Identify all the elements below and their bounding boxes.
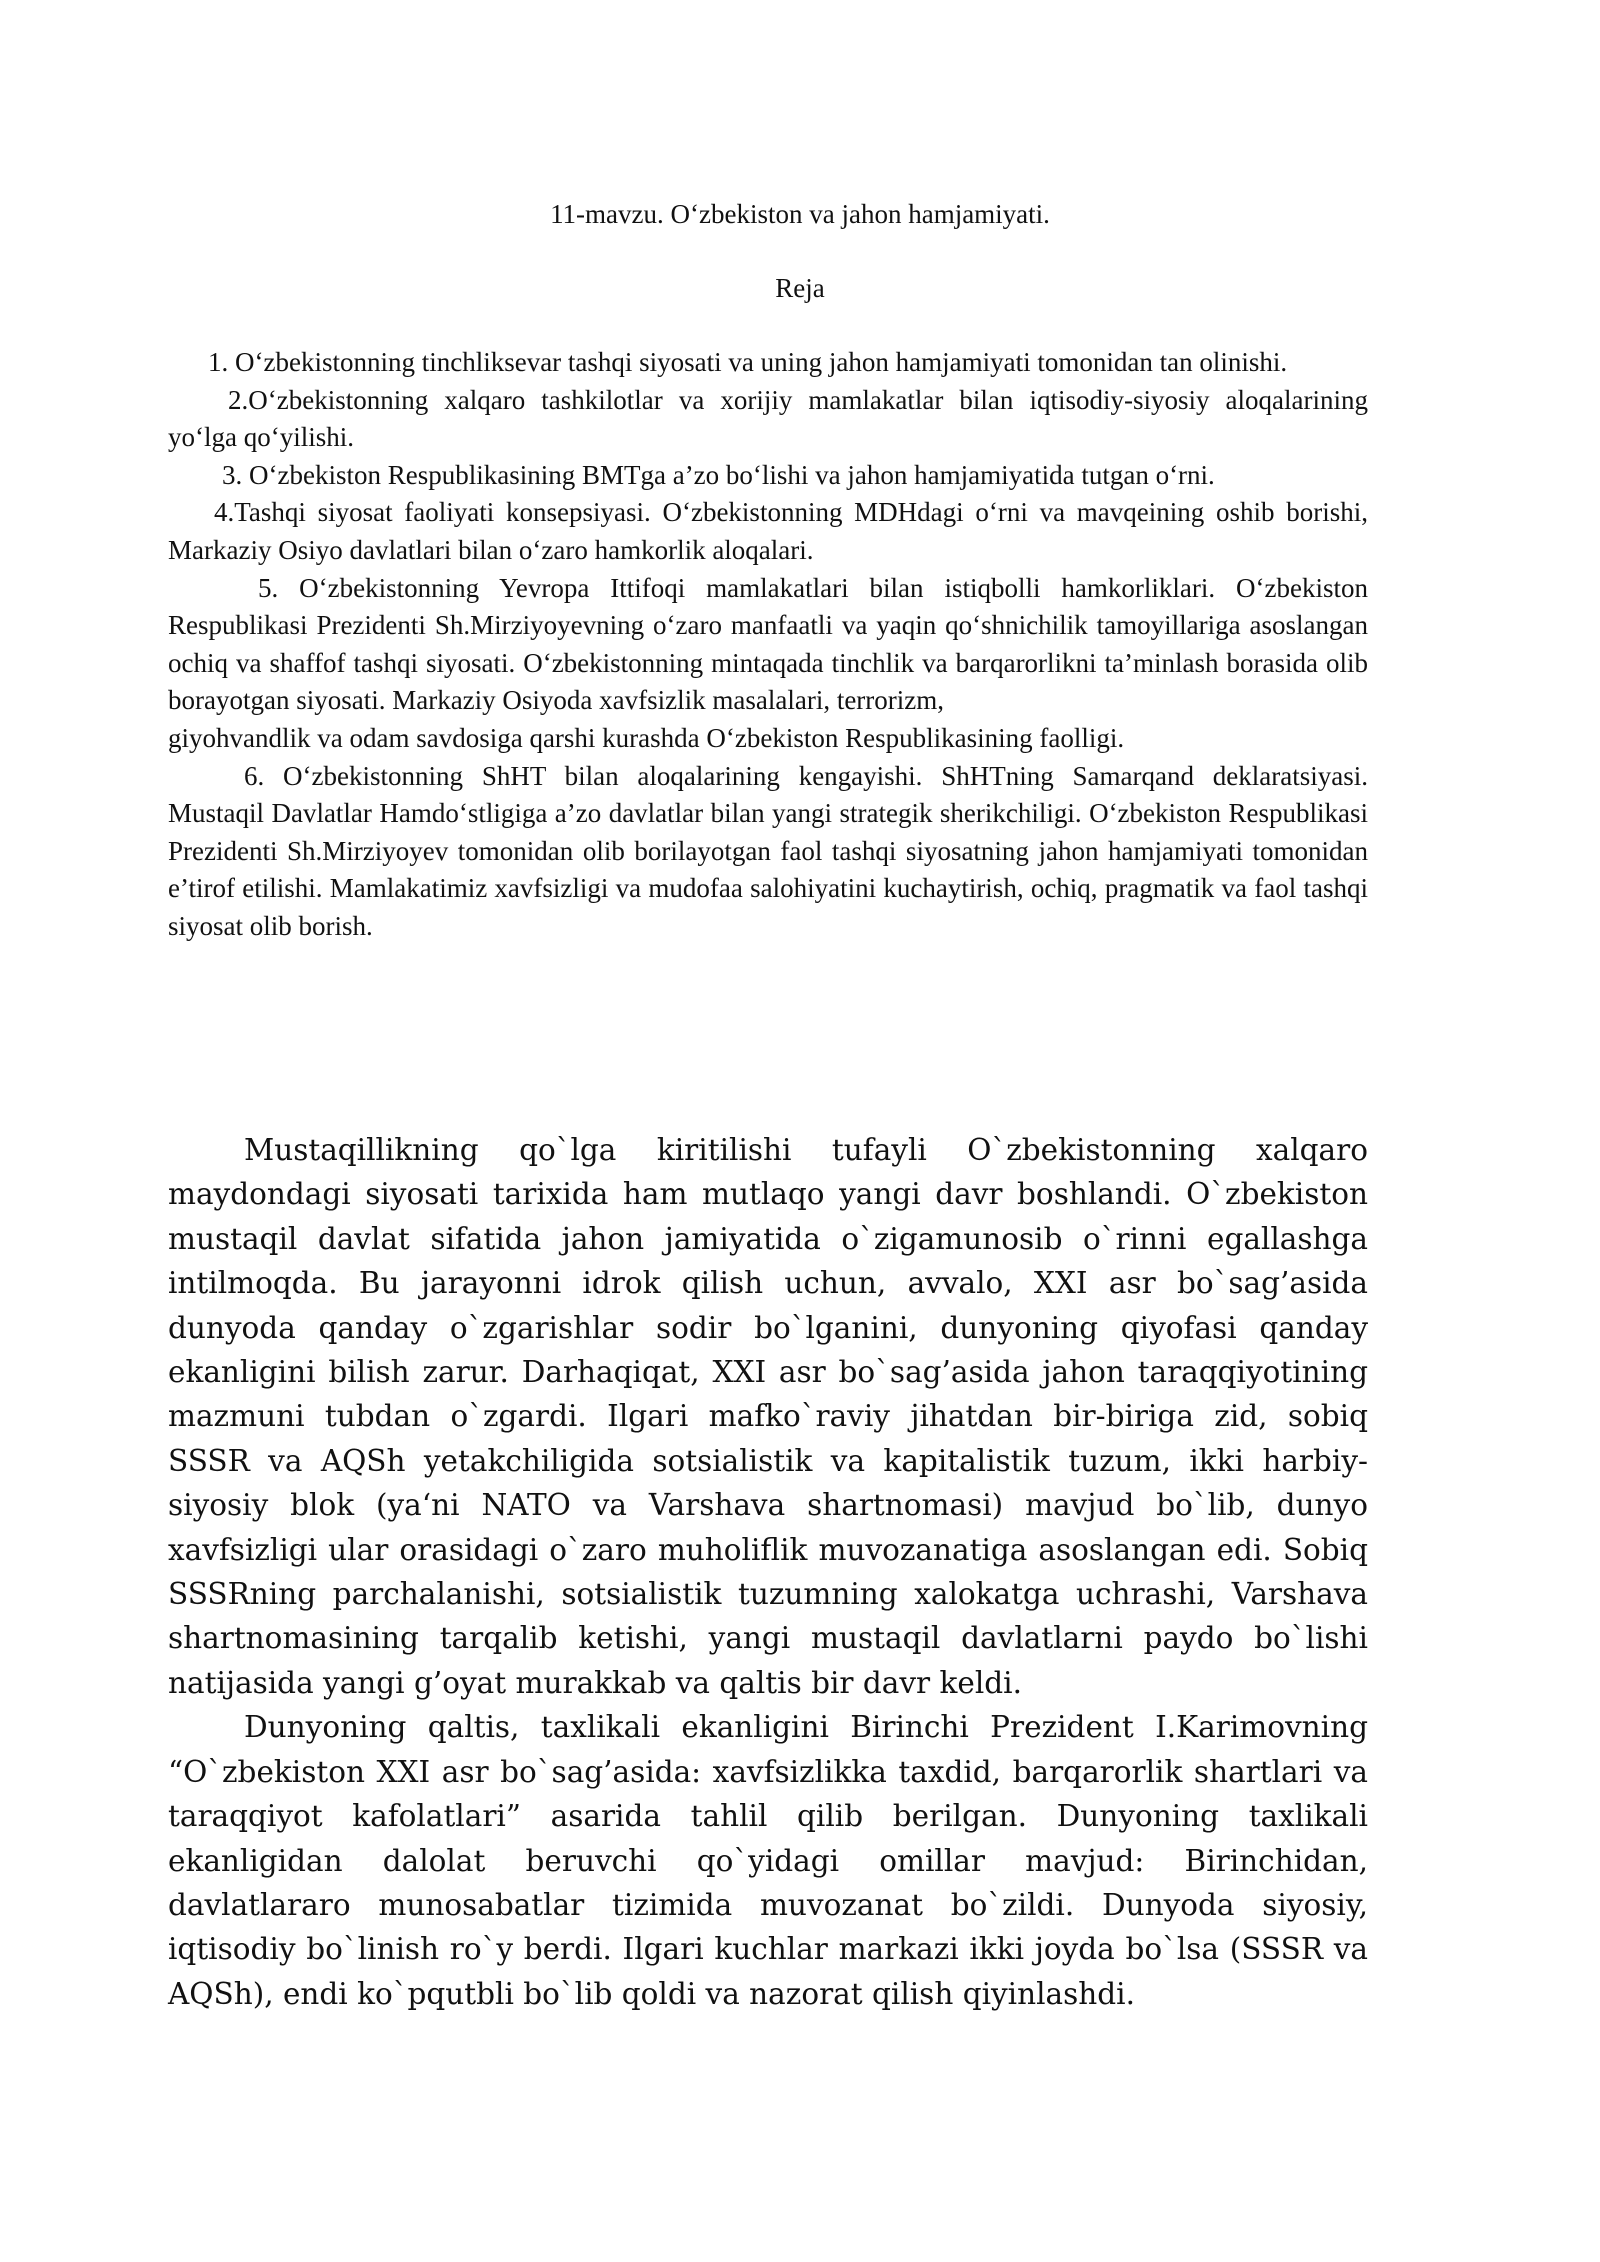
document-title: 11-mavzu. O‘zbekiston va jahon hamjamiyati.: [550, 199, 1050, 229]
body-paragraph-1: Mustaqillikning qo`lga kiritilishi tufayli O`zbekistonning xalqaro maydondagi siyosati tarixida ham mutlaqo yangi davr boshlandi. O`zbekiston mustaqil davlat sifatida jahon jamiyatida o`zigamunosib o`rinni egallashga intilmoqda. Bu jarayonni idrok qilish uchun, avvalo, XXI asr bo`sag’asida dunyoda qanday o`zgarishlar sodir bo`lganini, dunyoning qiyofasi qanday ekanligini bilish zarur. Darhaqiqat, XXI asr bo`sag’asida jahon taraqqiyotining mazmuni tubdan o`zgardi. Ilgari mafko`raviy jihatdan bir-biriga zid, sobiq SSSR va AQSh yetakchiligida sotsialistik va kapitalistik tuzum, ikki harbiy-siyosiy blok (ya‘ni NATO va Varshava shartnomasi) mavjud bo`lib, dunyo xavfsizligi ular orasidagi o`zaro muholiflik muvozanatiga asoslangan edi. Sobiq SSSRning parchalanishi, sotsialistik tuzumning xalokatga uchrashi, Varshava shartnomasining tarqalib ketishi, yangi mustaqil davlatlarni paydo bo`lishi natijasida yangi g’oyat murakkab va qaltis bir davr keldi.: [168, 1133, 1368, 1700]
plan-item-2: 2.O‘zbekistonning xalqaro tashkilotlar va xorijiy mamlakatlar bilan iqtisodiy-siyosiy aloqalarining yo‘lga qo‘yilishi.: [168, 384, 1368, 453]
body-paragraph-2: Dunyoning qaltis, taxlikali ekanligini Birinchi Prezident I.Karimovning “O`zbekiston XXI asr bo`sag’asida: xavfsizlikka taxdid, barqarorlik shartlari va taraqqiyot kafolatlari” asarida tahlil qilib berilgan. Dunyoning taxlikali ekanligidan dalolat beruvchi qo`yidagi omillar mavjud: Birinchidan, davlatlararo munosabatlar tizimida muvozanat bo`zildi. Dunyoda siyosiy, iqtisodiy bo`linish ro`y berdi. Ilgari kuchlar markazi ikki joyda bo`lsa (SSSR va AQSh), endi ko`pqutbli bo`lib qoldi va nazorat qilish qiyinlashdi.: [168, 1710, 1368, 2011]
plan-item-3: 3. O‘zbekiston Respublikasining BMTga a’zo bo‘lishi va jahon hamjamiyatida tutgan o‘rni.: [222, 459, 1215, 490]
plan-item-4: 4.Tashqi siyosat faoliyati konsepsiyasi. O‘zbekistonning MDHdagi o‘rni va mavqeining oshib borishi, Markaziy Osiyo davlatlari bilan o‘zaro hamkorlik aloqalari.: [168, 497, 1368, 565]
body-text: [168, 1128, 1368, 2016]
plan-item-5-continued: giyohvandlik va odam savdosiga qarshi kurashda O‘zbekiston Respublikasining faolligi.: [168, 722, 1125, 753]
plan-item-1: 1. O‘zbekistonning tinchliksevar tashqi siyosati va uning jahon hamjamiyati tomonidan tan olinishi.: [208, 347, 1288, 377]
plan-item-5: 5. O‘zbekistonning Yevropa Ittifoqi mamlakatlari bilan istiqbolli hamkorliklari. O‘zbekiston Respublikasi Prezidenti Sh.Mirziyoyevning o‘zaro manfaatli va yaqin qo‘shnichilik tamoyillariga asoslangan ochiq va shaffof tashqi siyosati. O‘zbekistonning mintaqada tinchlik va barqarorlikni ta’minlash borasida olib borayotgan siyosati. Markaziy Osiyoda xavfsizlik masalalari, terrorizm,: [168, 572, 1368, 716]
plan-list: [168, 344, 1368, 946]
plan-heading: Reja: [775, 273, 825, 303]
plan-item-6: 6. O‘zbekistonning ShHT bilan aloqalarining kengayishi. ShHTning Samarqand deklaratsiyasi. Mustaqil Davlatlar Hamdo‘stligiga a’zo davlatlar bilan yangi strategik sherikchiligi. O‘zbekiston Respublikasi Prezidenti Sh.Mirziyoyev tomonidan olib borilayotgan faol tashqi siyosatning jahon hamjamiyati tomonidan e’tirof etilishi. Mamlakatimiz xavfsizligi va mudofaa salohiyatini kuchaytirish, ochiq, pragmatik va faol tashqi siyosat olib borish.: [168, 760, 1368, 941]
